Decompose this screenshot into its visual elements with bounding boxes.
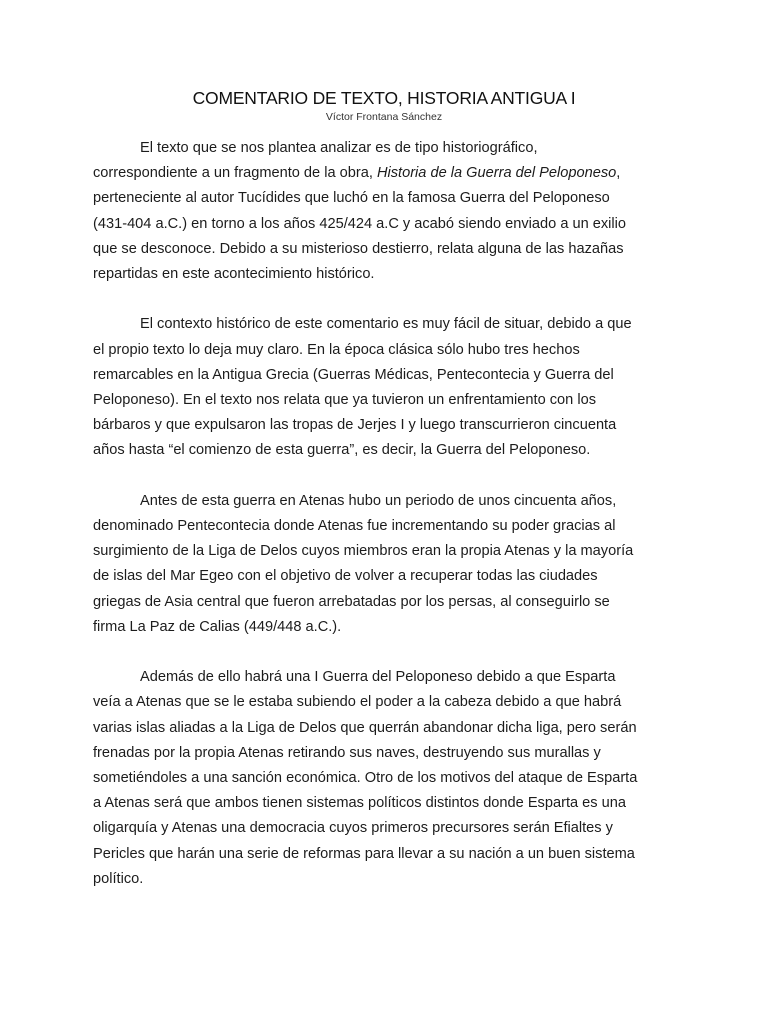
text-line: de islas del Mar Egeo con el objetivo de volver a recuperar todas las ciudades: [93, 568, 598, 585]
text-line: varias islas aliadas a la Liga de Delos que querrán abandonar dicha liga, pero serán: [93, 719, 637, 736]
text-line: frenadas por la propia Atenas retirando sus naves, destruyendo sus murallas y: [93, 744, 601, 761]
text-line: firma La Paz de Calias (449/448 a.C.).: [93, 618, 342, 635]
text-line: repartidas en este acontecimiento histórico.: [93, 266, 375, 283]
text-line: surgimiento de la Liga de Delos cuyos miembros eran la propia Atenas y la mayoría: [93, 543, 634, 560]
text-line: veía a Atenas que se le estaba subiendo el poder a la cabeza debido a que habrá: [93, 694, 622, 711]
paragraph-3: [93, 489, 673, 640]
text-line: El contexto histórico de este comentario es muy fácil de situar, debido a que: [140, 316, 632, 333]
text-line: Además de ello habrá una I Guerra del Peloponeso debido a que Esparta: [140, 669, 616, 686]
paragraph-1: [93, 136, 673, 287]
text-line: oligarquía y Atenas una democracia cuyos primeros precursores serán Efialtes y: [93, 820, 613, 837]
text-line: Antes de esta guerra en Atenas hubo un periodo de unos cincuenta años,: [140, 492, 617, 509]
text-run: correspondiente a un fragmento de la obra,: [93, 165, 377, 182]
text-line: El texto que se nos plantea analizar es de tipo historiográfico,: [140, 140, 538, 156]
paragraph-2: [93, 312, 673, 463]
text-line: años hasta “el comienzo de esta guerra”, es decir, la Guerra del Peloponeso.: [93, 442, 591, 459]
text-line: que se desconoce. Debido a su misterioso destierro, relata alguna de las hazañas: [93, 240, 624, 257]
text-line: sometiéndoles a una sanción económica. Otro de los motivos del ataque de Esparta: [93, 770, 638, 787]
text-line: griegas de Asia central que fueron arrebatadas por los persas, al conseguirlo se: [93, 593, 610, 610]
text-line: bárbaros y que expulsaron las tropas de Jerjes I y luego transcurrieron cincuenta: [93, 417, 617, 434]
text-line: (431-404 a.C.) en torno a los años 425/424 a.C y acabó siendo enviado a un exilio: [93, 215, 627, 232]
text-line: [93, 161, 673, 186]
text-run: ,: [616, 165, 621, 182]
document-author: Víctor Frontana Sánchez: [325, 111, 443, 123]
text-line: a Atenas será que ambos tienen sistemas políticos distintos donde Esparta es una: [93, 795, 626, 812]
document-body: [93, 136, 673, 917]
paragraph-4: [93, 665, 673, 892]
work-title: Historia de la Guerra del Peloponeso: [376, 165, 617, 182]
text-line: Peloponeso). En el texto nos relata que ya tuvieron un enfrentamiento con los: [93, 392, 596, 409]
document-title: COMENTARIO DE TEXTO, HISTORIA ANTIGUA I: [192, 88, 576, 108]
text-line: perteneciente al autor Tucídides que luchó en la famosa Guerra del Peloponeso: [93, 190, 610, 207]
text-line: Pericles que harán una serie de reformas para llevar a su nación a un buen sistema: [93, 845, 635, 862]
text-line: remarcables en la Antigua Grecia (Guerras Médicas, Pentecontecia y Guerra del: [93, 366, 614, 383]
text-line: político.: [93, 870, 144, 887]
text-line: denominado Pentecontecia donde Atenas fue incrementando su poder gracias al: [93, 518, 616, 535]
text-line: el propio texto lo deja muy claro. En la época clásica sólo hubo tres hechos: [93, 341, 580, 358]
